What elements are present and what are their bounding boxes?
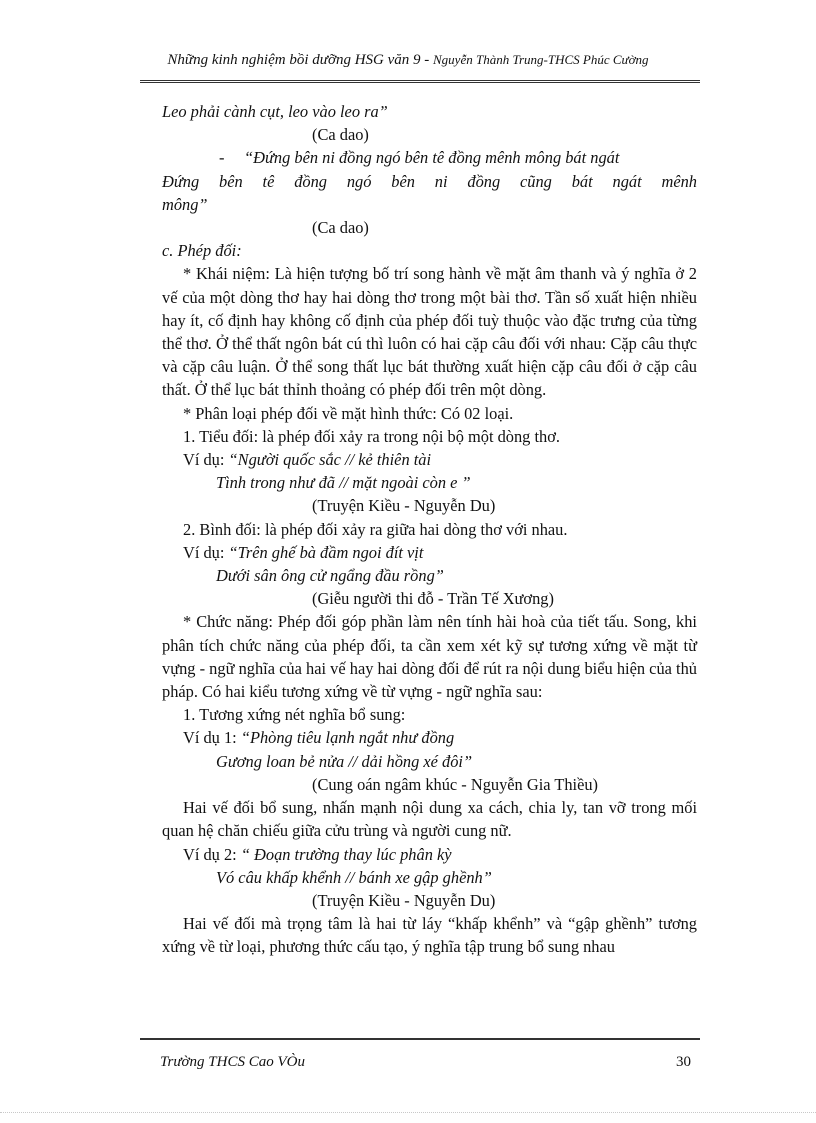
example-source: (Truyện Kiều - Nguyễn Du) — [312, 496, 496, 516]
paragraph: * Phân loại phép đối về mặt hình thức: Có 02 loại. — [183, 403, 514, 423]
example-line: Vó câu khấp khểnh // bánh xe gập ghềnh” — [216, 867, 492, 887]
footer-school: Trường THCS Cao VÒu — [160, 1054, 305, 1070]
example-label: Ví dụ: — [183, 542, 229, 562]
header-title: Những kinh nghiệm bồi dưỡng HSG văn 9 - — [167, 52, 434, 68]
poem-source: (Ca dao) — [312, 218, 369, 238]
paragraph: * Chức năng: Phép đối góp phần làm nên tính hài hoà của tiết tấu. Song, khi phân tích chức năng của phép đối, ta cần xem xét kỹ sự tương xứng về mặt từ vựng - ngữ nghĩa của hai vế hay hai dòng đối để rút ra nội dung biểu hiện của thủ pháp. Có hai kiểu tương xứng về từ vựng - ngữ nghĩa sau: — [162, 612, 697, 702]
poem-line: Đứng bên tê đồng ngó bên ni đồng cũng bát ngát mênh — [162, 171, 697, 191]
poem-line: Leo phải cành cụt, leo vào leo ra” — [162, 102, 388, 121]
page-body — [162, 100, 697, 959]
poem-source: (Ca dao) — [312, 125, 369, 145]
example-source: (Cung oán ngâm khúc - Nguyễn Gia Thiều) — [312, 774, 599, 794]
example-label: Ví dụ 2: — [183, 844, 241, 864]
example-label: Ví dụ: — [183, 450, 229, 470]
paragraph: 2. Bình đối: là phép đối xảy ra giữa hai dòng thơ với nhau. — [183, 519, 568, 539]
header-author: Nguyễn Thành Trung-THCS Phúc Cường — [433, 52, 649, 67]
example-source: (Truyện Kiều - Nguyễn Du) — [312, 890, 496, 910]
paragraph: Hai vế đối bổ sung, nhấn mạnh nội dung xa cách, chia ly, tan vỡ trong mối quan hệ chăn chiếu giữa cửu trùng và người cung nữ. — [162, 798, 697, 841]
example-source: (Giễu người thi đỗ - Trần Tế Xương) — [312, 589, 554, 609]
page-header — [0, 52, 816, 69]
example-line — [162, 448, 697, 471]
paragraph: 1. Tương xứng nét nghĩa bổ sung: — [183, 705, 406, 725]
example-text: “Trên ghế bà đầm ngoi đít vịt — [228, 542, 424, 562]
example-text: “ Đoạn trường thay lúc phân kỳ — [240, 844, 452, 864]
poem-line: mông” — [162, 194, 208, 214]
section-heading: c. Phép đối: — [162, 241, 242, 261]
example-text: “Phòng tiêu lạnh ngắt như đồng — [240, 728, 455, 748]
page-bottom-divider — [0, 1112, 816, 1113]
example-line — [162, 726, 697, 749]
example-line: Gương loan bẻ nửa // dải hồng xé đôi” — [216, 751, 473, 771]
paragraph: 1. Tiểu đối: là phép đối xảy ra trong nội bộ một dòng thơ. — [183, 426, 560, 446]
example-text: “Người quốc sắc // kẻ thiên tài — [228, 450, 432, 470]
example-label: Ví dụ 1: — [183, 728, 241, 748]
example-line: Tình trong như đã // mặt ngoài còn e ” — [216, 473, 471, 493]
dash-marker: - — [219, 148, 225, 168]
example-line — [162, 541, 697, 564]
page-number: 30 — [676, 1054, 691, 1070]
example-line — [162, 843, 697, 866]
header-rule — [140, 80, 700, 83]
paragraph: * Khái niệm: Là hiện tượng bố trí song hành về mặt âm thanh và ý nghĩa ở 2 vế của một dòng thơ hay hai dòng thơ trong một bài thơ. Tần số xuất hiện nhiều hay ít, cố định hay không cố định của phép đối tuỳ thuộc vào đặc trưng của từng thể thơ. Ở thể thất ngôn bát cú thì luôn có hai cặp câu đối với nhau: Cặp câu thực và cặp câu luận. Ở thể song thất lục bát thường xuất hiện cặp câu đối ở cặp câu thất. Ở thể lục bát thỉnh thoảng có phép đối trên một dòng. — [162, 264, 697, 400]
poem-line — [219, 146, 697, 169]
paragraph: Hai vế đối mà trọng tâm là hai từ láy “khấp khểnh” và “gập ghềnh” tương xứng về từ loại, phương thức cấu tạo, ý nghĩa tập trung bổ sung nhau — [162, 914, 697, 957]
footer-rule — [140, 1038, 700, 1040]
example-line: Dưới sân ông cử ngẩng đầu rồng” — [216, 566, 444, 586]
poem-line-text: “Đứng bên ni đồng ngó bên tê đồng mênh mông bát ngát — [244, 148, 620, 168]
